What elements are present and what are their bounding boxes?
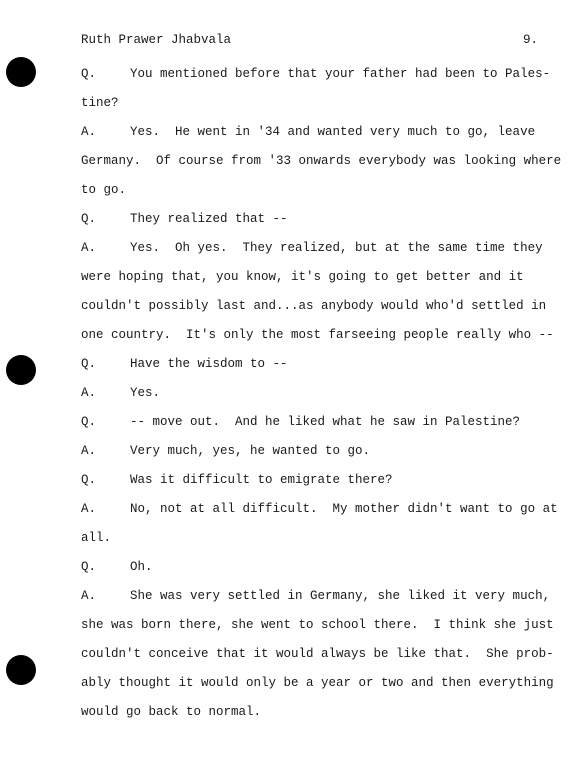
line-text: Was it difficult to emigrate there? xyxy=(130,473,393,487)
page-header xyxy=(81,33,538,47)
transcript-line xyxy=(81,292,547,321)
transcript-line xyxy=(81,263,536,292)
line-text: were hoping that, you know, it's going to get better and it xyxy=(81,270,524,284)
speaker-label: A. xyxy=(81,241,97,255)
transcript-line xyxy=(81,553,536,582)
transcript-line xyxy=(81,437,536,466)
transcript-line xyxy=(81,611,554,640)
line-text: Yes. xyxy=(130,386,161,400)
transcript-line xyxy=(81,176,536,205)
line-text: You mentioned before that your father had been to Pales- xyxy=(130,67,551,81)
transcript-line xyxy=(81,640,554,669)
line-text: Germany. Of course from '33 onwards everybody was looking where xyxy=(81,154,562,168)
page-number: 9. xyxy=(522,33,538,47)
transcript-line xyxy=(81,118,536,147)
line-text: No, not at all difficult. My mother didn't want to go at xyxy=(130,502,558,516)
transcript-line xyxy=(81,350,536,379)
line-text: couldn't possibly last and...as anybody would who'd settled in xyxy=(81,299,547,313)
line-text: would go back to normal. xyxy=(81,705,262,719)
speaker-label: Q. xyxy=(81,560,97,574)
transcript-line xyxy=(81,408,536,437)
binder-hole-top xyxy=(6,57,36,87)
line-text: Yes. Oh yes. They realized, but at the same time they xyxy=(130,241,543,255)
transcript-line xyxy=(81,524,536,553)
speaker-label: A. xyxy=(81,502,97,516)
speaker-label: Q. xyxy=(81,212,97,226)
transcript-line xyxy=(81,669,554,698)
line-text: She was very settled in Germany, she liked it very much, xyxy=(130,589,551,603)
line-text: couldn't conceive that it would always be like that. She prob- xyxy=(81,647,554,661)
line-text: They realized that -- xyxy=(130,212,288,226)
speaker-label: A. xyxy=(81,386,97,400)
speaker-label: Q. xyxy=(81,415,97,429)
transcript-line xyxy=(81,205,536,234)
line-text: she was born there, she went to school there. I think she just xyxy=(81,618,554,632)
line-text: one country. It's only the most farseeing people really who -- xyxy=(81,328,554,342)
line-text: Very much, yes, he wanted to go. xyxy=(130,444,371,458)
speaker-label: Q. xyxy=(81,67,97,81)
binder-hole-bottom xyxy=(6,655,36,685)
line-text: ably thought it would only be a year or two and then everything xyxy=(81,676,554,690)
line-text: to go. xyxy=(81,183,127,197)
transcript-line xyxy=(81,321,554,350)
transcript-line xyxy=(81,89,536,118)
speaker-label: A. xyxy=(81,589,97,603)
line-text: -- move out. And he liked what he saw in Palestine? xyxy=(130,415,521,429)
transcript-line xyxy=(81,495,558,524)
speaker-label: Q. xyxy=(81,473,97,487)
transcript-line xyxy=(81,698,536,727)
transcript-line xyxy=(81,234,543,263)
transcript-line xyxy=(81,379,536,408)
transcript-line xyxy=(81,582,551,611)
line-text: tine? xyxy=(81,96,119,110)
transcript-body xyxy=(81,60,562,727)
transcript-line xyxy=(81,147,562,176)
line-text: Oh. xyxy=(130,560,153,574)
line-text: all. xyxy=(81,531,112,545)
author-name: Ruth Prawer Jhabvala xyxy=(81,33,232,47)
binder-hole-middle xyxy=(6,355,36,385)
speaker-label: Q. xyxy=(81,357,97,371)
speaker-label: A. xyxy=(81,444,97,458)
line-text: Have the wisdom to -- xyxy=(130,357,288,371)
speaker-label: A. xyxy=(81,125,97,139)
transcript-line xyxy=(81,466,536,495)
transcript-line xyxy=(81,60,551,89)
line-text: Yes. He went in '34 and wanted very much to go, leave xyxy=(130,125,536,139)
